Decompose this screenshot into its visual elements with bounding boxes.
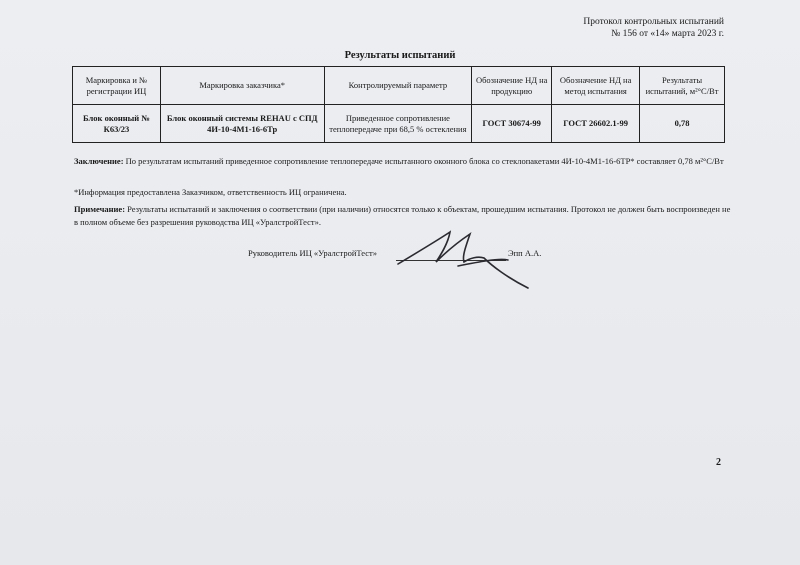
column-header: Обозначение НД на метод испытания — [552, 67, 640, 105]
results-table — [72, 66, 725, 143]
conclusion-label: Заключение: — [74, 156, 124, 166]
conclusion-paragraph — [74, 155, 734, 168]
page-number: 2 — [716, 457, 721, 468]
column-header: Маркировка заказчика* — [160, 67, 324, 105]
column-header: Обозначение НД на продукцию — [472, 67, 552, 105]
footnote: *Информация предоставлена Заказчиком, ответственность ИЦ ограничена. — [74, 187, 347, 197]
table-cell: Приведенное сопротивление теплопередаче при 68,5 % остекления — [324, 105, 472, 143]
protocol-title-line: Протокол контрольных испытаний — [583, 17, 724, 27]
table-cell: 0,78 — [640, 105, 725, 143]
note-text: Результаты испытаний и заключения о соответствии (при наличии) относятся только к объектам, прошедшим испытания. Протокол не должен быть воспроизведен не в полном объеме без разрешения руководства ИЦ «УралстройТест». — [74, 204, 731, 227]
conclusion-text: По результатам испытаний приведенное сопротивление теплопередаче испытанного оконного блока со стеклопакетами 4И-10-4М1-16-6ТР* составляет 0,78 м²°С/Вт — [125, 156, 724, 166]
table-cell: ГОСТ 26602.1-99 — [552, 105, 640, 143]
table-header-row — [73, 67, 725, 105]
signatory-name: Эпп А.А. — [508, 248, 542, 258]
section-title: Результаты испытаний — [344, 50, 456, 61]
table-cell: Блок оконный системы REHAU с СПД 4И-10-4М1-16-6Тр — [160, 105, 324, 143]
column-header: Контролируемый параметр — [324, 67, 472, 105]
column-header: Маркировка и № регистрации ИЦ — [73, 67, 161, 105]
handwritten-signature — [388, 222, 538, 294]
protocol-header — [583, 16, 724, 40]
signature-role: Руководитель ИЦ «УралстройТест» — [248, 248, 377, 258]
note-label: Примечание: — [74, 204, 126, 214]
table-cell: Блок оконный № К63/23 — [73, 105, 161, 143]
protocol-number-line: № 156 от «14» марта 2023 г. — [611, 29, 724, 39]
column-header: Результаты испытаний, м²°С/Вт — [640, 67, 725, 105]
table-row — [73, 105, 725, 143]
table-cell: ГОСТ 30674-99 — [472, 105, 552, 143]
